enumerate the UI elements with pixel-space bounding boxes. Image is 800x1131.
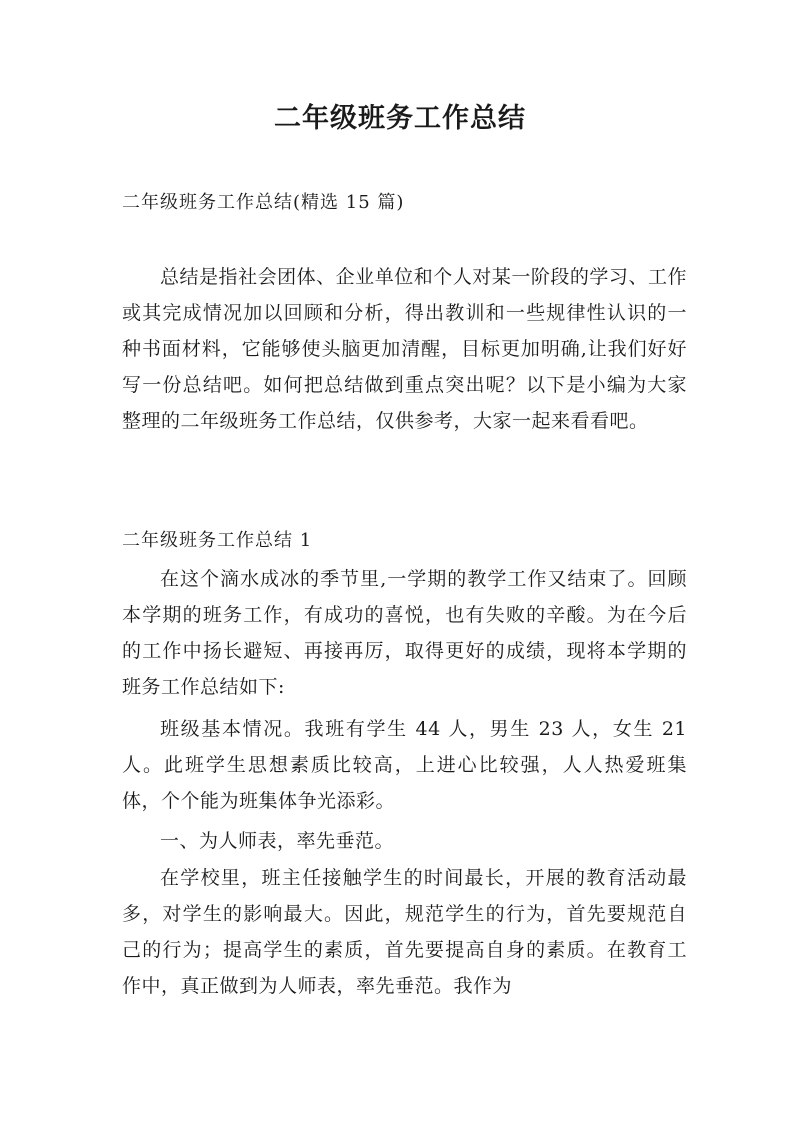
- subsection-heading: 一、为人师表，率先垂范。: [160, 830, 395, 852]
- document-subtitle: 二年级班务工作总结(精选 15 篇): [122, 192, 405, 213]
- body-paragraph: 在这个滴水成冰的季节里,一学期的教学工作又结束了。回顾本学期的班务工作，有成功的喜悦，也有失败的辛酸。为在今后的工作中扬长避短、再接再厉，取得更好的成绩，现将本学期的班务工作总结如下:: [122, 568, 687, 698]
- intro-paragraph: 总结是指社会团体、企业单位和个人对某一阶段的学习、工作或其完成情况加以回顾和分析，得出教训和一些规律性认识的一种书面材料，它能够使头脑更加清醒，目标更加明确,让我们好好写一份总结吧。如何把总结做到重点突出呢？以下是小编为大家整理的二年级班务工作总结，仅供参考，大家一起来看看吧。: [122, 266, 687, 432]
- section-heading: 二年级班务工作总结 1: [122, 530, 313, 551]
- document-title: 二年级班务工作总结: [274, 103, 526, 134]
- body-paragraph: 在学校里，班主任接触学生的时间最长，开展的教育活动最多，对学生的影响最大。因此，规范学生的行为，首先要规范自己的行为；提高学生的素质，首先要提高自身的素质。在教育工作中，真正做到为人师表，率先垂范。我作为: [122, 867, 687, 997]
- body-paragraph: 班级基本情况。我班有学生 44 人，男生 23 人，女生 21 人。此班学生思想素质比较高，上进心比较强，人人热爱班集体，个个能为班集体争光添彩。: [122, 718, 687, 812]
